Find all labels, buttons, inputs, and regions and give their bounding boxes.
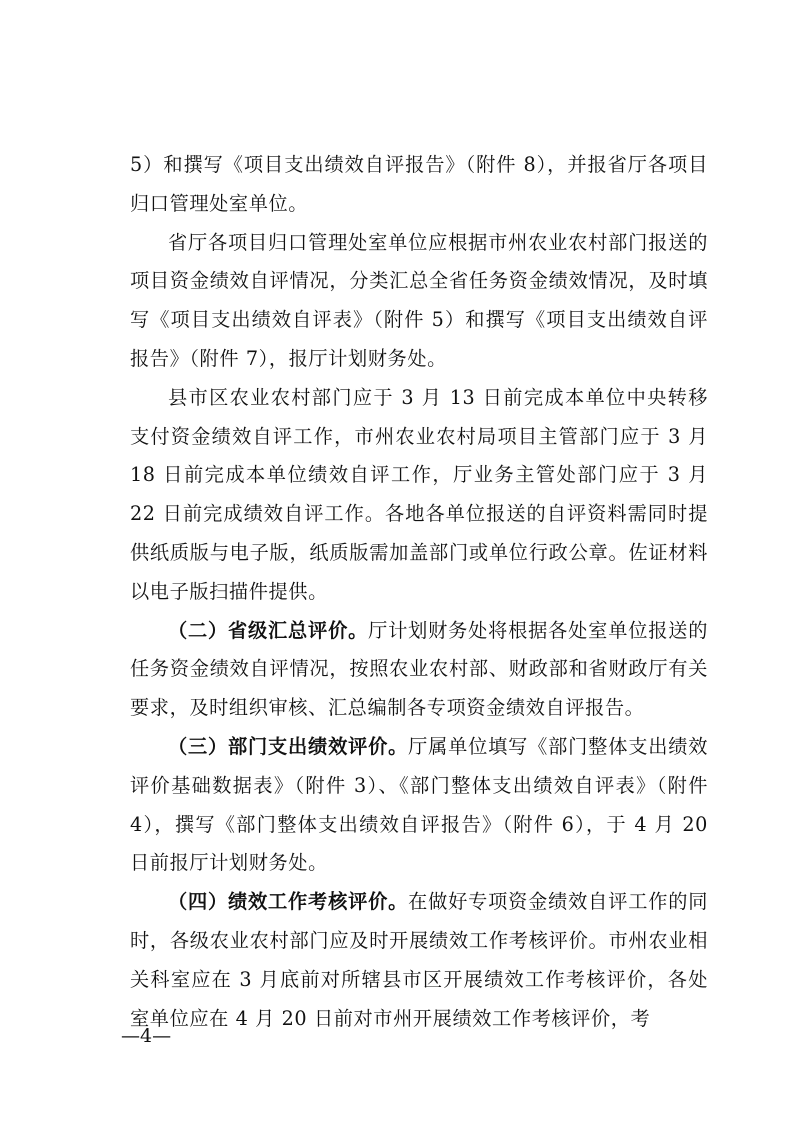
section-heading: （三）部门支出绩效评价。 [168, 734, 409, 758]
paragraph-section-two [130, 612, 708, 728]
paragraph-continuation [130, 146, 708, 224]
paragraph-text: 县市区农业农村部门应于 3 月 13 日前完成本单位中央转移支付资金绩效自评工作，市州农业农村局项目主管部门应于 3 月 18 日前完成本单位绩效自评工作，厅业务主管处部门应于 3 月 22 日前完成绩效自评工作。各地各单位报送的自评资料需同时提供纸质版与电子版，纸质版需加盖部门或单位行政公章。佐证材料以电子版扫描件提供。 [130, 385, 708, 603]
paragraph-section-four [130, 883, 708, 1038]
section-heading: （四）绩效工作考核评价。 [168, 890, 409, 914]
section-heading: （二）省级汇总评价。 [168, 618, 369, 642]
paragraph-text: 在做好专项资金绩效自评工作的同时，各级农业农村部门应及时开展绩效工作考核评价。市州农业相关科室应在 3 月底前对所辖县市区开展绩效工作考核评价，各处室单位应在 4 月 20 日前对市州开展绩效工作考核评价，考 [130, 890, 709, 1030]
paragraph-text: 5）和撰写《项目支出绩效自评报告》（附件 8），并报省厅各项目归口管理处室单位。 [130, 153, 708, 215]
page-number: —4— [121, 1025, 172, 1047]
paragraph-provincial-summary [130, 224, 708, 379]
paragraph-deadlines [130, 379, 708, 612]
body-text [130, 146, 708, 1038]
paragraph-text: 厅属单位填写《部门整体支出绩效评价基础数据表》（附件 3）、《部门整体支出绩效自评表》（附件 4），撰写《部门整体支出绩效自评报告》（附件 6），于 4 月 20 日前报厅计划财务处。 [130, 734, 709, 875]
paragraph-section-three [130, 728, 708, 883]
paragraph-text: 厅计划财务处将根据各处室单位报送的任务资金绩效自评情况，按照农业农村部、财政部和省财政厅有关要求，及时组织审核、汇总编制各专项资金绩效自评报告。 [130, 618, 709, 720]
paragraph-text: 省厅各项目归口管理处室单位应根据市州农业农村部门报送的项目资金绩效自评情况，分类汇总全省任务资金绩效情况，及时填写《项目支出绩效自评表》（附件 5）和撰写《项目支出绩效自评报告》（附件 7），报厅计划财务处。 [130, 230, 708, 370]
